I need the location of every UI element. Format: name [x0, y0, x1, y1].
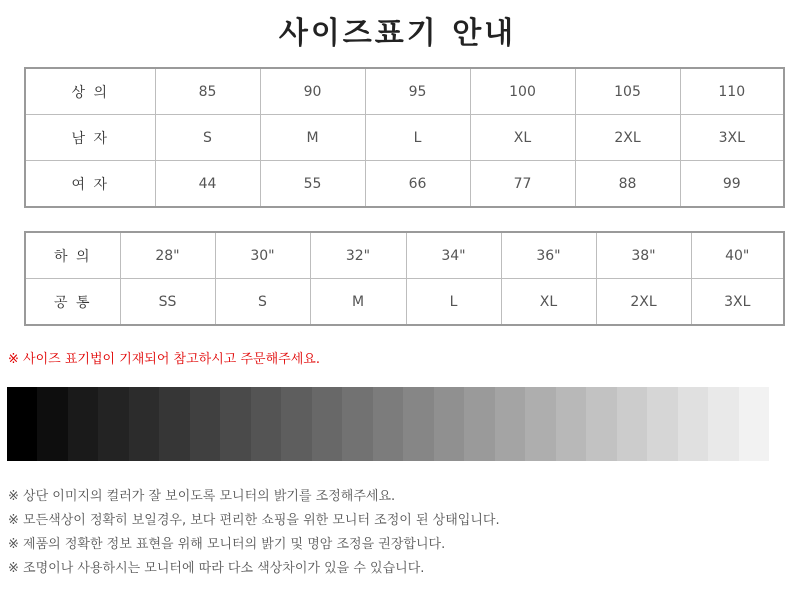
gray-swatch [678, 387, 708, 461]
table-cell: 100 [470, 68, 575, 115]
table-cell: 28" [120, 232, 215, 279]
table-cell: 3XL [691, 279, 784, 326]
gray-swatch [739, 387, 769, 461]
table-cell: S [215, 279, 310, 326]
bottom-size-table [24, 231, 785, 326]
gray-swatch [68, 387, 98, 461]
row-header-common: 공 통 [25, 279, 120, 326]
gray-swatch [220, 387, 250, 461]
table-cell: 90 [260, 68, 365, 115]
table-cell: 77 [470, 161, 575, 208]
gray-swatch [373, 387, 403, 461]
table-cell: XL [470, 115, 575, 161]
table-cell: 95 [365, 68, 470, 115]
table-cell: 66 [365, 161, 470, 208]
note-item: ※ 제품의 정확한 정보 표현을 위해 모니터의 밝기 및 명암 조정을 권장합니다. [8, 537, 446, 552]
table-cell: 40" [691, 232, 784, 279]
table-row [25, 279, 784, 326]
table-cell: 99 [680, 161, 784, 208]
gray-swatch [7, 387, 37, 461]
row-header-men: 남 자 [25, 115, 155, 161]
table-cell: 55 [260, 161, 365, 208]
table-cell: 85 [155, 68, 260, 115]
gray-swatch [464, 387, 494, 461]
gray-swatch [708, 387, 738, 461]
table-cell: 110 [680, 68, 784, 115]
gray-swatch [281, 387, 311, 461]
table-cell: 38" [596, 232, 691, 279]
table-cell: XL [501, 279, 596, 326]
table-cell: 88 [575, 161, 680, 208]
page-title: 사이즈표기 안내 [278, 16, 517, 51]
gray-swatch [403, 387, 433, 461]
gray-swatch [129, 387, 159, 461]
table-row [25, 161, 784, 208]
table-cell: S [155, 115, 260, 161]
table-cell: 44 [155, 161, 260, 208]
gray-swatch [434, 387, 464, 461]
gray-swatch [617, 387, 647, 461]
table-cell: M [310, 279, 406, 326]
gray-swatch [37, 387, 67, 461]
gray-swatch [586, 387, 616, 461]
note-item: ※ 상단 이미지의 컬러가 잘 보이도록 모니터의 밝기를 조정해주세요. [8, 489, 396, 504]
gray-swatch [342, 387, 372, 461]
gray-swatch [98, 387, 128, 461]
table-cell: M [260, 115, 365, 161]
gray-swatch [556, 387, 586, 461]
table-cell: L [365, 115, 470, 161]
note-item: ※ 모든색상이 정확히 보일경우, 보다 편리한 쇼핑을 위한 모니터 조정이 된 상태입니다. [8, 513, 500, 528]
note-item: ※ 조명이나 사용하시는 모니터에 따라 다소 색상차이가 있을 수 있습니다. [8, 561, 425, 576]
table-cell: 32" [310, 232, 406, 279]
table-cell: 30" [215, 232, 310, 279]
row-header-bottom: 하 의 [25, 232, 120, 279]
table-cell: 36" [501, 232, 596, 279]
gray-swatch [190, 387, 220, 461]
table-cell: 3XL [680, 115, 784, 161]
table-cell: SS [120, 279, 215, 326]
table-cell: 105 [575, 68, 680, 115]
gray-swatch [312, 387, 342, 461]
grayscale-calibration-strip [7, 387, 769, 461]
row-header-women: 여 자 [25, 161, 155, 208]
table-row [25, 68, 784, 115]
row-header-top: 상 의 [25, 68, 155, 115]
gray-swatch [251, 387, 281, 461]
table-row [25, 115, 784, 161]
table-cell: 34" [406, 232, 501, 279]
gray-swatch [495, 387, 525, 461]
gray-swatch [525, 387, 555, 461]
gray-swatch [647, 387, 677, 461]
table-cell: L [406, 279, 501, 326]
table-cell: 2XL [596, 279, 691, 326]
monitor-notes [8, 485, 500, 581]
size-notice: ※ 사이즈 표기법이 기재되어 참고하시고 주문해주세요. [8, 352, 320, 367]
gray-swatch [159, 387, 189, 461]
table-row [25, 232, 784, 279]
top-size-table [24, 67, 785, 208]
table-cell: 2XL [575, 115, 680, 161]
